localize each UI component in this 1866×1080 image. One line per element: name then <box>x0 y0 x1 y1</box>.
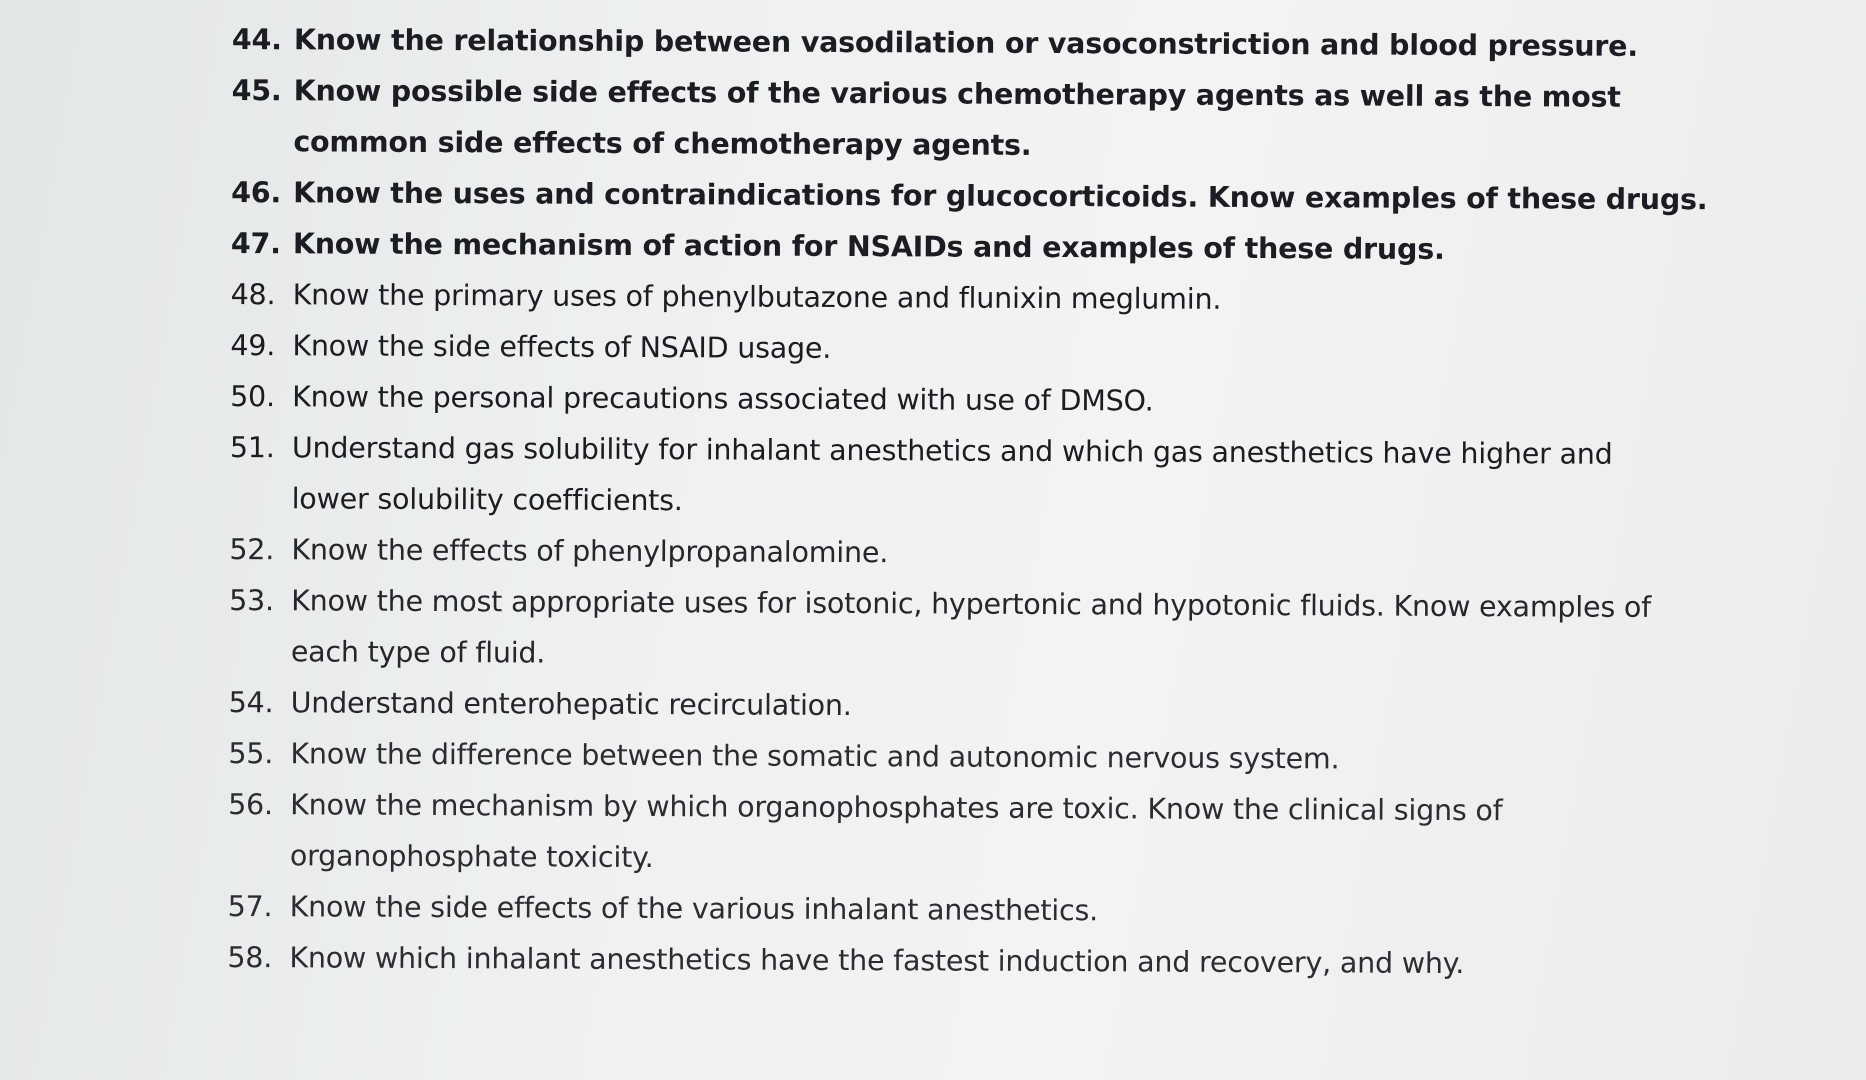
item-number: 49. <box>230 328 276 363</box>
list-item <box>231 65 1751 174</box>
item-text: Know the difference between the somatic and autonomic nervous system. <box>290 737 1340 776</box>
list-item <box>229 524 1749 582</box>
item-text: Know the mechanism of action for NSAIDs and examples of these drugs. <box>292 227 1445 266</box>
list-item <box>231 269 1751 327</box>
list-item <box>230 422 1750 531</box>
item-text: Understand enterohepatic recirculation. <box>290 686 852 723</box>
study-objectives-list <box>227 14 1752 990</box>
item-number: 54. <box>228 685 274 720</box>
list-item <box>227 932 1747 990</box>
item-text: Know the mechanism by which organophosphates are toxic. Know the clinical signs of organophosphate toxicity. <box>289 788 1503 875</box>
item-number: 50. <box>230 379 275 414</box>
list-item <box>231 218 1751 276</box>
item-number: 57. <box>227 889 273 924</box>
item-number: 55. <box>228 736 274 771</box>
item-text: Know the relationship between vasodilation or vasoconstriction and blood pressure. <box>293 23 1639 63</box>
item-text: Understand gas solubility for inhalant anesthetics and which gas anesthetics have higher and lower solubility coefficients. <box>291 431 1613 518</box>
list-item <box>229 677 1749 735</box>
item-text: Know which inhalant anesthetics have the fastest induction and recovery, and why. <box>289 941 1465 981</box>
item-number: 52. <box>229 532 275 567</box>
item-text: Know the side effects of NSAID usage. <box>292 329 832 365</box>
item-number: 46. <box>231 175 282 210</box>
list-item <box>230 320 1750 378</box>
list-item <box>228 779 1748 888</box>
item-text: Know the personal precautions associated with use of DMSO. <box>292 380 1154 418</box>
item-number: 58. <box>227 940 273 975</box>
item-number: 45. <box>231 73 282 108</box>
item-text: Know the primary uses of phenylbutazone and flunixin meglumin. <box>292 278 1222 316</box>
item-number: 53. <box>229 583 274 618</box>
list-item <box>230 371 1750 429</box>
item-number: 48. <box>230 277 276 312</box>
item-text: Know possible side effects of the various chemotherapy agents as well as the most common side effects of chemotherapy agents. <box>293 74 1621 162</box>
item-text: Know the uses and contraindications for glucocorticoids. Know examples of these drugs. <box>293 176 1708 217</box>
item-number: 47. <box>230 226 281 261</box>
list-item <box>228 728 1748 786</box>
item-text: Know the side effects of the various inhalant anesthetics. <box>289 890 1099 928</box>
list-item <box>228 881 1748 939</box>
item-number: 51. <box>229 430 275 465</box>
item-number: 44. <box>231 22 282 57</box>
list-item <box>229 575 1749 684</box>
list-item <box>232 14 1752 72</box>
item-text: Know the most appropriate uses for isotonic, hypertonic and hypotonic fluids. Know examples of each type of fluid. <box>290 584 1652 670</box>
item-number: 56. <box>228 787 273 822</box>
item-text: Know the effects of phenylpropanalomine. <box>291 533 889 570</box>
list-item <box>231 167 1751 225</box>
